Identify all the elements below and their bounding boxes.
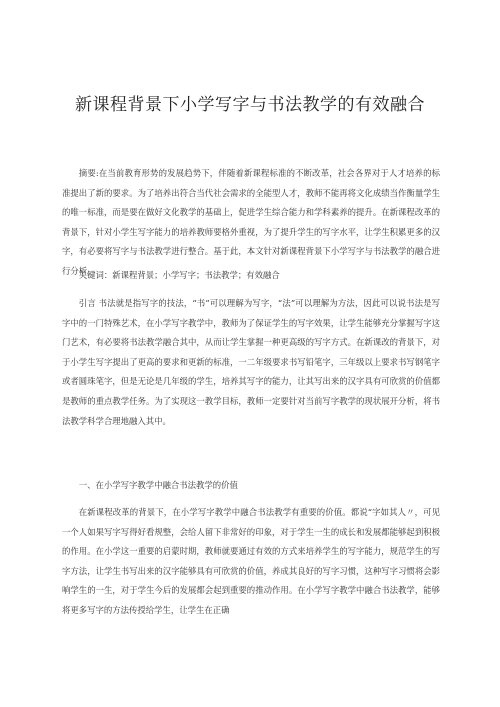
keywords-text: 新课程背景；小学写字；书法教学；有效融合 bbox=[112, 270, 280, 280]
section-body-paragraph: 在新课程改革的背景下，在小学写字教学中融合书法教学有重要的价值。都说“字如其人〃，可见一个人如果写字写得好看规整，会给人留下非常好的印象，对于学生一生的成长和发展都能够起到积极的作用。在小学这一重要的启蒙时期，教师就要通过有效的方式来培养学生的写字能力，规范学生的写字方法，让学生书写出来的汉字能够具有可欣赏的价值，养成其良好的写字习惯，这种写字习惯将会影响学生的一生，对于学生今后的发展都会起到重要的推动作用。在小学写字教学中融合书法教学，能够将更多写字的方法传授给学生，让学生在正确 bbox=[62, 507, 440, 615]
intro-text: 书法就是指写字的技法，“书”可以理解为写字，“法”可以理解为方法，因此可以说书法是写字中的一门特殊艺术，在小学写字教学中，教师为了保证学生的写字效果，让学生能够充分掌握写字这门艺术，有必要将书法教学融合其中，从而让学生掌握一种更高级的写字方式。在新课改的背景下，对于小学生写字提出了更高的要求和更新的标准，一二年级要求书写铅笔字，三年级以上要求书写钢笔字或者圆珠笔字，但是无论是几年级的学生，培养其写字的能力，让其写出来的汉字具有可欣赏的价值都是教师的重点教学任务。为了实现这一教学目标，教师一定要针对当前写字教学的现状展开分析，将书法教学科学合理地融入其中。 bbox=[62, 298, 440, 426]
keywords-label: 关键词： bbox=[78, 270, 113, 280]
abstract-text: 在当前教育形势的发展趋势下，伴随着新课程标准的不断改革，社会各界对于人才培养的标准提出了新的要求。为了培养出符合当代社会需求的全能型人才，教师不能再将文化成绩当作衡量学生的唯一标准，而是要在做好文化教学的基础上，促进学生综合能力和学科素养的提升。在新课程改革的背景下，针对小学生写字能力的培养教师要格外重视，为了提升学生的写字水平，让学生积累更多的汉字，有必要将写字与书法教学进行整合。基于此，本文针对新课程背景下小学写字与书法教学的融合进行分析。 bbox=[62, 168, 440, 276]
intro-label: 引言 bbox=[78, 298, 96, 308]
abstract-label: 摘要: bbox=[78, 168, 99, 178]
document-title: 新课程背景下小学写字与书法教学的有效融合 bbox=[75, 95, 425, 115]
section-heading: 一、在小学写字教学中融合书法教学的价值 bbox=[78, 480, 238, 490]
introduction-paragraph bbox=[62, 294, 440, 431]
abstract-paragraph bbox=[62, 164, 440, 282]
keywords-paragraph bbox=[62, 266, 440, 286]
